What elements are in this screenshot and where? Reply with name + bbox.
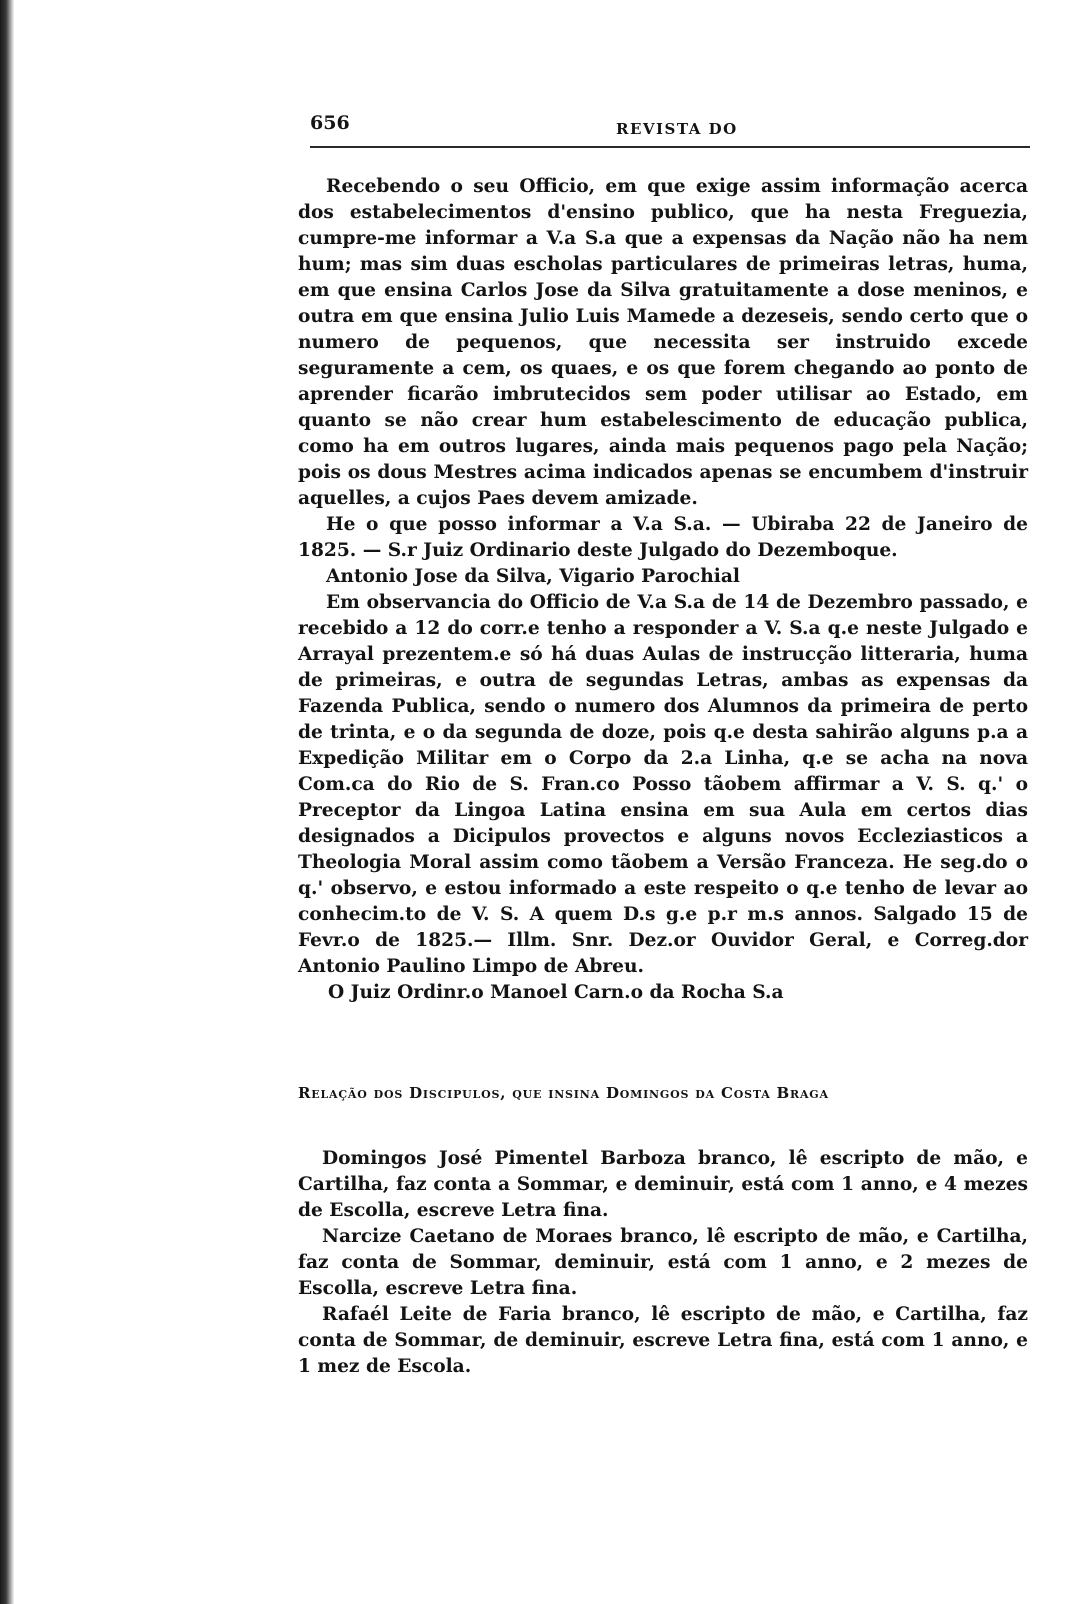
paragraph-officio-reply: Recebendo o seu Officio, em que exige assim informação acerca dos estabelecimentos d'ensino publico, que ha nesta Freguezia, cumpre-me informar a V.a S.a que a expensas da Nação não ha nem hum; mas sim duas escholas particulares de primeiras letras, huma, em que ensina Carlos Jose da Silva gratuitamente a dose meninos, e outra em que ensina Julio Luis Mamede a dezeseis, sendo certo que o numero de pequenos, que necessita ser instruido excede seguramente a cem, os quaes, e os que forem chegando ao ponto de aprender ficarão imbrutecidos sem poder utilisar ao Estado, em quanto se não crear hum estabelescimento de educação publica, como ha em outros lugares, ainda mais pequenos pago pela Nação; pois os dous Mestres acima indicados apenas se encumbem d'instruir aquelles, a cujos Paes devem amizade. — [298, 176, 1028, 509]
body-text — [298, 174, 1028, 1380]
page — [298, 112, 1028, 1380]
running-head — [298, 112, 1028, 142]
student-entry: Narcize Caetano de Moraes branco, lê escripto de mão, e Cartilha, faz conta de Sommar, deminuir, está com 1 anno, e 2 mezes de Escolla, escreve Letra fina. — [298, 1226, 1028, 1299]
section-heading: Relação dos Discipulos, que insina Domingos da Costa Braga — [298, 1084, 829, 1102]
student-list — [298, 1146, 1028, 1380]
scan-binding-edge — [0, 0, 14, 1604]
student-entry: Rafaél Leite de Faria branco, lê escripto de mão, e Cartilha, faz conta de Sommar, de deminuir, escreve Letra fina, está com 1 anno, e 1 mez de Escola. — [298, 1304, 1028, 1377]
paragraph-observancia: Em observancia do Officio de V.a S.a de 14 de Dezembro passado, e recebido a 12 do corr.e tenho a responder a V. S.a q.e neste Julgado e Arrayal prezentem.e só há duas Aulas de instrucção litteraria, huma de primeiras, e outra de segundas Letras, ambas as expensas da Fazenda Publica, sendo o numero dos Alumnos da primeira de perto de trinta, e o da segunda de doze, pois q.e desta sahirão alguns p.a a Expedição Militar em o Corpo da 2.a Linha, q.e se acha na nova Com.ca do Rio de S. Fran.co Posso tãobem affirmar a V. S. q.' o Preceptor da Lingoa Latina ensina em sua Aula em certos dias designados a Dicipulos provectos e alguns novos Eccleziasticos a Theologia Moral assim como tãobem a Versão Franceza. He seg.do o q.' observo, e estou informado a este respeito o q.e tenho de levar ao conhecim.to de V. S. A quem D.s g.e p.r m.s annos. Salgado 15 de Fevr.o de 1825.— Illm. Snr. Dez.or Ouvidor Geral, e Correg.dor Antonio Paulino Limpo de Abreu. — [298, 592, 1028, 977]
journal-title: REVISTA DO — [616, 120, 738, 138]
page-number: 656 — [310, 112, 350, 134]
header-rule — [310, 146, 1030, 148]
signature-juiz: O Juiz Ordinr.o Manoel Carn.o da Rocha S.a — [328, 982, 784, 1003]
paragraph-closing-ubiraba: He o que posso informar a V.a S.a. — Ubiraba 22 de Janeiro de 1825. — S.r Juiz Ordinario deste Julgado do Dezemboque. — [298, 514, 1028, 561]
signature-vigario: Antonio Jose da Silva, Vigario Parochial — [326, 566, 740, 587]
student-entry: Domingos José Pimentel Barboza branco, lê escripto de mão, e Cartilha, faz conta a Sommar, e deminuir, está com 1 anno, e 4 mezes de Escolla, escreve Letra fina. — [298, 1148, 1028, 1221]
